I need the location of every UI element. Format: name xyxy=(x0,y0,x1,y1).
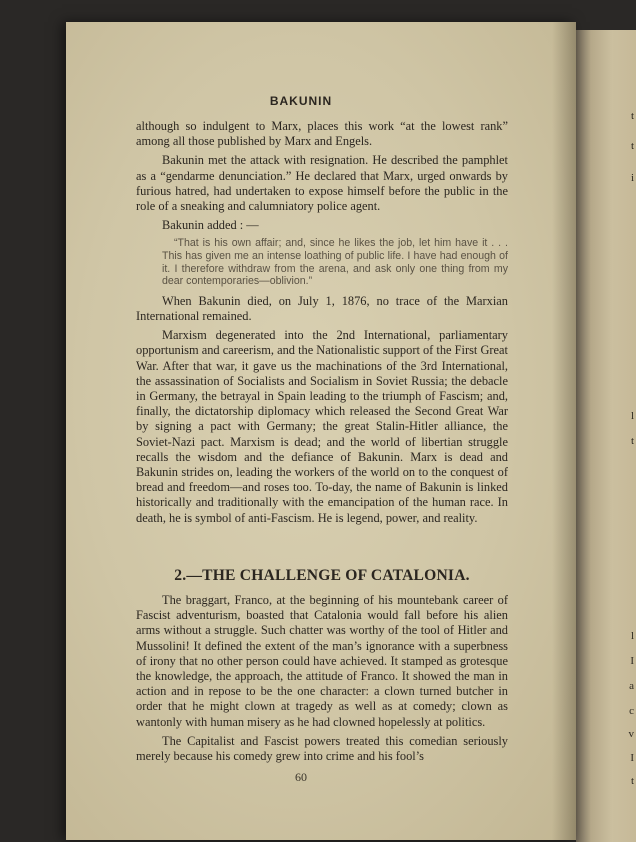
page-number: 60 xyxy=(295,770,307,784)
paragraph-lead-in: Bakunin added : — xyxy=(162,218,259,233)
paragraph: When Bakunin died, on July 1, 1876, no trace of the Marxian International remained. xyxy=(136,293,508,323)
paragraph: The Capitalist and Fascist powers treated this comedian seriously merely because his comedy grew into crime and his fool’s xyxy=(136,733,508,764)
paragraph: The braggart, Franco, at the beginning of his mountebank career of Fascist adventurism, boasted that Catalonia would fall before his alien arms without a struggle. Such chatter was worthy of the tool of Hitler and Mussolini! It defined the extent of the man’s ignorance with a superbness of irony that no other person could have achieved. It stamped as grotesque the knowledge, the approach, the attitude of Franco. It showed the man in action and in repose to be the one character: a clown turned butcher in order that he might clown at tragedy as well as at comedy; clown as wantonly with human misery as he had clowned hopelessly at politics. xyxy=(136,593,508,729)
page-body-text xyxy=(136,119,508,768)
adjacent-page-fragment: t xyxy=(630,775,634,787)
adjacent-page-fragment: I xyxy=(630,752,634,764)
adjacent-page-fragment: l xyxy=(630,630,634,642)
paragraph: Bakunin met the attack with resignation. He described the pamphlet as a “gendarme denunciation.” He declared that Marx, urged onwards by furious hatred, had undertaken to expose himself before the public in the role of a sneaking and calumniatory police agent. xyxy=(136,153,508,214)
adjacent-page-fragment: i xyxy=(630,172,634,184)
paragraph: Marxism degenerated into the 2nd International, parliamentary opportunism and careerism, and the Nationalistic support of the First Great War. After that war, it gave us the machinations of the 3rd International, the assassination of Socialists and Socialism in Soviet Russia; the debacle in Germany, the betrayal in Spain leading to the triumph of Fascism; and, finally, the dictatorship diplomacy which released the Second Great War by signing a pact with Germany; the great Stalin-Hitler alliance, the Soviet-Nazi pact. Marxism is dead; and the world of libertian struggle recalls the wisdom and the defiance of Bakunin. Marx is dead and Bakunin strides on, leading the workers of the world on to the conquest of bread and freedom—and roses too. To-day, the name of Bakunin is linked historically and traditionally with the emancipation of the human race. In death, he is symbol of anti-Fascism. He is legend, power, and reality. xyxy=(136,328,508,525)
adjacent-page-fragment: t xyxy=(630,110,634,122)
adjacent-page-fragment: c xyxy=(629,705,634,717)
running-head: BAKUNIN xyxy=(269,94,333,108)
book-page xyxy=(66,22,576,840)
block-quote: “That is his own affair; and, since he likes the job, let him have it . . . This has given me an intense loathing of public life. I have had enough of it. I therefore withdraw from the arena, and ask only one thing from my dear contemporaries—oblivion.” xyxy=(162,237,508,288)
adjacent-page-fragment: I xyxy=(630,655,634,667)
adjacent-page-fragment: t xyxy=(630,140,634,152)
paragraph-continued: although so indulgent to Marx, places this work “at the lowest rank” among all those published by Marx and Engels. xyxy=(136,119,508,149)
adjacent-page-edge xyxy=(576,30,636,842)
section-heading: 2.—THE CHALLENGE OF CATALONIA. xyxy=(174,566,470,584)
adjacent-page-fragment: v xyxy=(628,728,634,740)
adjacent-page-fragment: t xyxy=(630,435,634,447)
adjacent-page-fragment: a xyxy=(629,680,634,692)
page-gutter-shadow xyxy=(552,22,576,840)
adjacent-page-fragment: l xyxy=(630,410,634,422)
